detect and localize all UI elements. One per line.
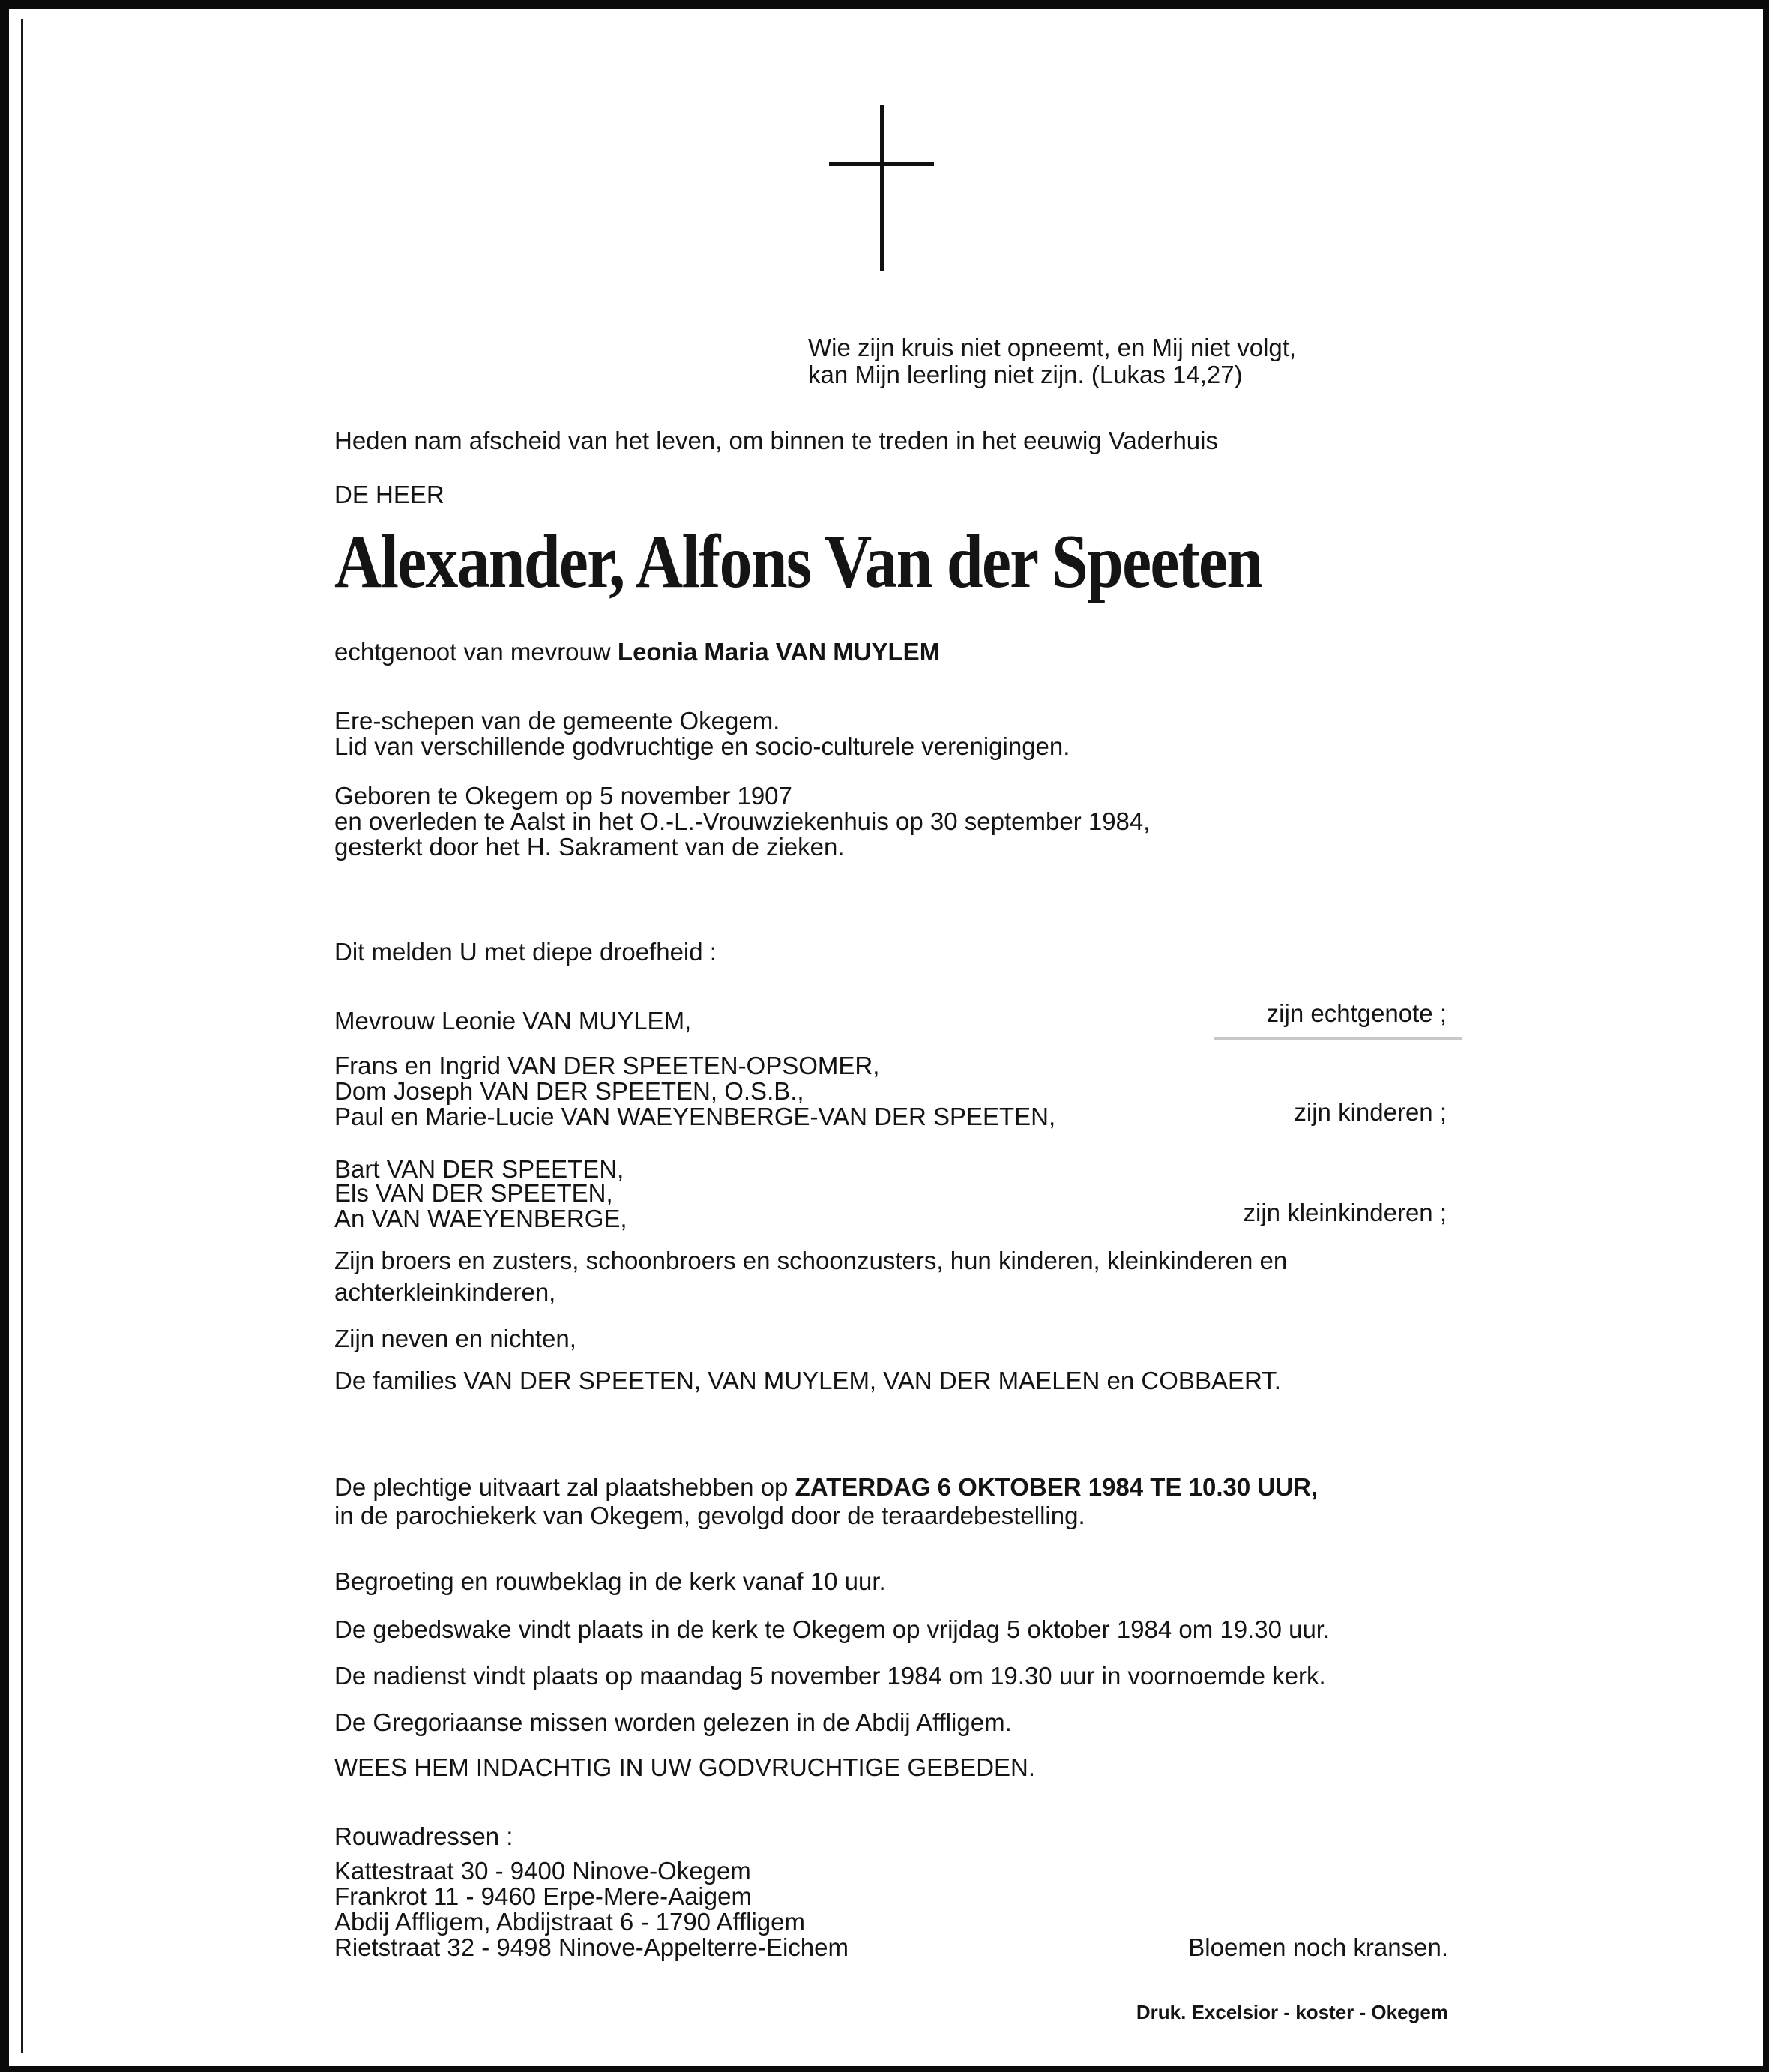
intro-text: Heden nam afscheid van het leven, om binnen te treden in het eeuwig Vaderhuis — [334, 427, 1218, 454]
flowers-note: Bloemen noch kransen. — [1188, 1933, 1448, 1961]
mourner-child: Paul en Marie-Lucie VAN WAEYENBERGE-VAN DER SPEETEN, — [334, 1103, 1056, 1130]
spouse-prefix: echtgenoot van mevrouw — [334, 638, 611, 666]
relation-grandchildren: zijn kleinkinderen ; — [1243, 1199, 1447, 1226]
life-line: Geboren te Okegem op 5 november 1907 — [334, 782, 792, 810]
quote-line-1: Wie zijn kruis niet opneemt, en Mij niet volgt, — [808, 334, 1297, 361]
mourner-siblings: Zijn broers en zusters, schoonbroers en schoonzusters, hun kinderen, kleinkinderen en — [334, 1247, 1288, 1274]
scan-smudge — [1214, 1037, 1462, 1040]
announcement: Dit melden U met diepe droefheid : — [334, 938, 717, 966]
mourner-siblings-cont: achterkleinkinderen, — [334, 1278, 556, 1306]
scan-border-bottom — [0, 2066, 1769, 2072]
note-line: De nadienst vindt plaats op maandag 5 november 1984 om 19.30 uur in voornoemde kerk. — [334, 1662, 1326, 1690]
mourner-child: Frans en Ingrid VAN DER SPEETEN-OPSOMER, — [334, 1052, 880, 1079]
mourner-spouse: Mevrouw Leonie VAN MUYLEM, — [334, 1007, 692, 1035]
mourner-families: De families VAN DER SPEETEN, VAN MUYLEM, VAN DER MAELEN en COBBAERT. — [334, 1367, 1281, 1394]
mourner-child: Dom Joseph VAN DER SPEETEN, O.S.B., — [334, 1077, 804, 1105]
margin-rule — [21, 19, 23, 2053]
scan-border-left — [0, 0, 9, 2072]
relation-spouse: zijn echtgenote ; — [1266, 999, 1447, 1027]
cross-horizontal-bar — [829, 162, 934, 166]
title-prefix: DE HEER — [334, 481, 444, 508]
scan-border-top — [0, 0, 1769, 9]
addresses-label: Rouwadressen : — [334, 1822, 513, 1850]
mourner-grandchild: Els VAN DER SPEETEN, — [334, 1179, 613, 1207]
mourner-grandchild: Bart VAN DER SPEETEN, — [334, 1155, 624, 1183]
role-line: Lid van verschillende godvruchtige en socio-culturele verenigingen. — [334, 732, 1070, 760]
note-line: De gebedswake vindt plaats in de kerk te Okegem op vrijdag 5 oktober 1984 om 19.30 uur. — [334, 1615, 1330, 1643]
funeral-prefix: De plechtige uitvaart zal plaatshebben op — [334, 1473, 789, 1501]
role-line: Ere-schepen van de gemeente Okegem. — [334, 707, 780, 735]
funeral-line-1 — [334, 1472, 1318, 1502]
life-line: en overleden te Aalst in het O.-L.-Vrouwziekenhuis op 30 september 1984, — [334, 807, 1151, 835]
cross-vertical-bar — [880, 105, 884, 271]
address-line: Kattestraat 30 - 9400 Ninove-Okegem — [334, 1857, 751, 1885]
life-line: gesterkt door het H. Sakrament van de zieken. — [334, 833, 845, 861]
mourner-cousins: Zijn neven en nichten, — [334, 1325, 576, 1352]
deceased-name: Alexander, Alfons Van der Speeten — [334, 519, 1262, 604]
address-line: Rietstraat 32 - 9498 Ninove-Appelterre-Eichem — [334, 1933, 849, 1961]
scan-border-right — [1763, 0, 1769, 2072]
address-line: Abdij Affligem, Abdijstraat 6 - 1790 Affligem — [334, 1908, 805, 1936]
spouse-name: Leonia Maria VAN MUYLEM — [617, 638, 941, 666]
address-line: Frankrot 11 - 9460 Erpe-Mere-Aaigem — [334, 1882, 752, 1910]
funeral-line-2: in de parochiekerk van Okegem, gevolgd door de teraardebestelling. — [334, 1502, 1085, 1529]
prayer-request: WEES HEM INDACHTIG IN UW GODVRUCHTIGE GEBEDEN. — [334, 1753, 1036, 1781]
quote-line-2: kan Mijn leerling niet zijn. (Lukas 14,27) — [808, 361, 1243, 388]
relation-children: zijn kinderen ; — [1294, 1098, 1447, 1126]
spouse-line — [334, 637, 940, 667]
printer-credit: Druk. Excelsior - koster - Okegem — [1136, 2001, 1448, 2023]
mourner-grandchild: An VAN WAEYENBERGE, — [334, 1205, 627, 1232]
funeral-datetime: ZATERDAG 6 OKTOBER 1984 TE 10.30 UUR, — [795, 1473, 1319, 1501]
note-line: De Gregoriaanse missen worden gelezen in de Abdij Affligem. — [334, 1708, 1012, 1736]
note-line: Begroeting en rouwbeklag in de kerk vanaf 10 uur. — [334, 1567, 886, 1595]
